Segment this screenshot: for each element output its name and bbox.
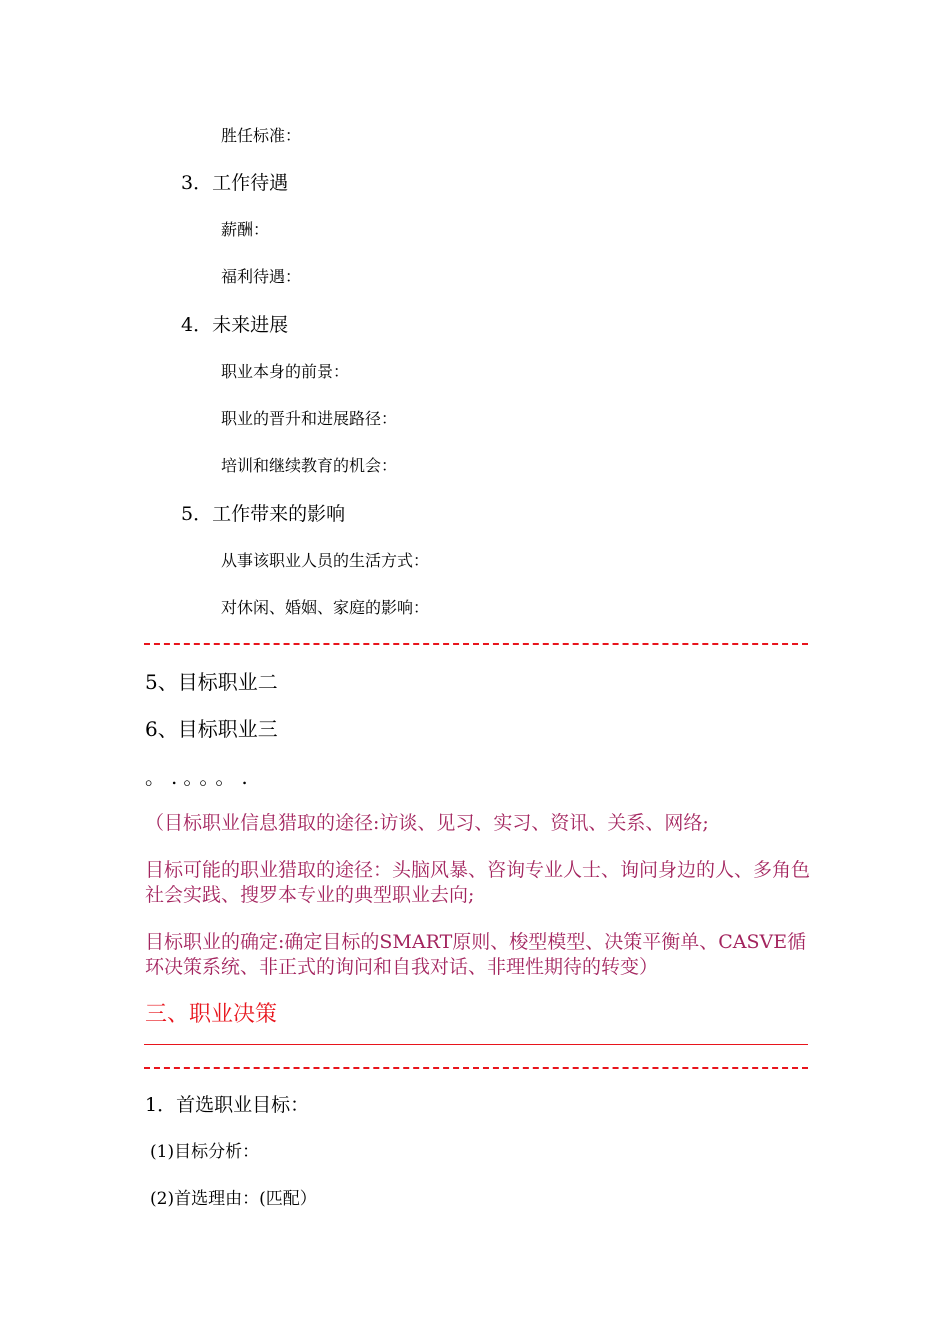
heading-work-benefits: 3．工作待遇 bbox=[181, 172, 289, 194]
section-title-career-decision: 三、职业决策 bbox=[145, 1002, 278, 1027]
target-career-two: 5、目标职业二 bbox=[145, 670, 278, 694]
ellipsis-text: 。.。。。. bbox=[145, 765, 254, 789]
note-possible-channels: 目标可能的职业猎取的途径：头脑风暴、咨询专业人士、询问身边的人、多角色社会实践、搜罗本专业的典型职业去向; bbox=[145, 859, 811, 906]
dashed-divider bbox=[144, 1067, 808, 1069]
training-label: 培训和继续教育的机会： bbox=[221, 456, 398, 475]
heading-work-impact: 5．工作带来的影响 bbox=[181, 503, 346, 525]
dashed-divider bbox=[144, 643, 808, 645]
promotion-path-label: 职业的晋升和进展路径： bbox=[221, 409, 398, 428]
salary-label: 薪酬： bbox=[221, 220, 270, 239]
heading-future-development: 4．未来进展 bbox=[181, 314, 289, 336]
competency-label: 胜任标准： bbox=[221, 126, 302, 145]
family-impact-label: 对休闲、婚姻、家庭的影响： bbox=[221, 598, 430, 617]
target-career-three: 6、目标职业三 bbox=[145, 717, 278, 741]
welfare-label: 福利待遇： bbox=[221, 267, 302, 286]
first-choice-reason-label: (2)首选理由：(匹配） bbox=[150, 1189, 317, 1209]
career-prospect-label: 职业本身的前景： bbox=[221, 362, 350, 381]
note-info-channels: （目标职业信息猎取的途径:访谈、见习、实习、资讯、关系、网络; bbox=[145, 812, 709, 834]
lifestyle-label: 从事该职业人员的生活方式： bbox=[221, 551, 430, 570]
solid-divider bbox=[144, 1044, 808, 1045]
note-target-determination: 目标职业的确定:确定目标的SMART原则、梭型模型、决策平衡单、CASVE循环决策系统、非正式的询问和自我对话、非理性期待的转变） bbox=[145, 931, 807, 978]
goal-analysis-label: (1)目标分析： bbox=[150, 1142, 260, 1162]
first-choice-career-goal: 1．首选职业目标： bbox=[145, 1094, 310, 1116]
